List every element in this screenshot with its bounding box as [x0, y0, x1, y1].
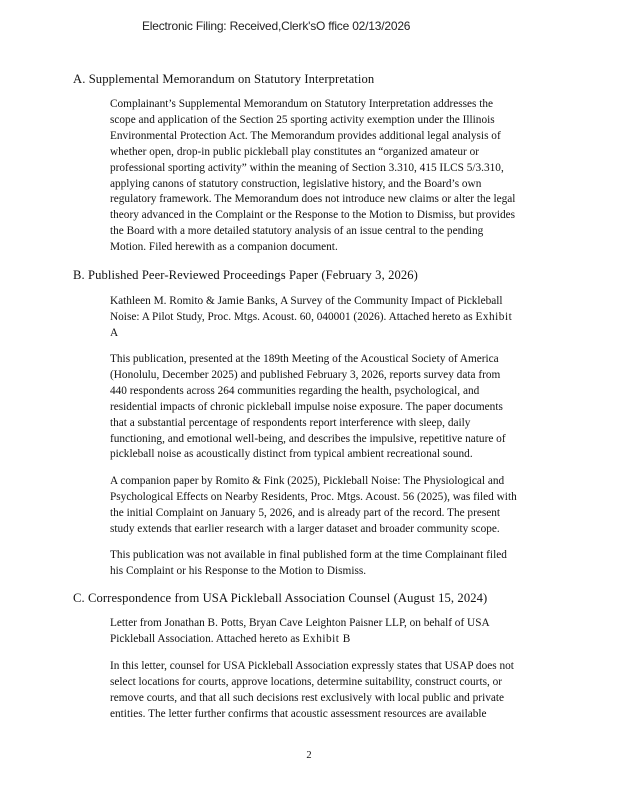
electronic-filing-stamp: Electronic Filing: Received,Clerk'sO ffice 02/13/2026: [142, 19, 411, 33]
text-line: In this letter, counsel for USA Pickleball Association expressly states that USAP does not: [110, 660, 514, 672]
text-line: functioning, and emotional well-being, and describes the impulsive, repetitive nature of: [110, 432, 506, 445]
section-b-description-paragraph: [110, 352, 552, 463]
text-line: Complainant’s Supplemental Memorandum on Statutory Interpretation addresses the: [110, 98, 494, 110]
text-line: This publication, presented at the 189th Meeting of the Acoustical Society of America: [110, 353, 499, 365]
text-line: whether open, drop-in public pickleball play constitutes an “organized amateur or: [110, 145, 480, 158]
text-line: select locations for courts, approve locations, determine suitability, construct courts, or: [110, 675, 503, 688]
text-line: Letter from Jonathan B. Potts, Bryan Cave Leighton Paisner LLP, on behalf of USA: [110, 617, 490, 629]
text-line: regulatory framework. The Memorandum does not introduce new claims or alter the legal: [110, 193, 516, 206]
section-a-paragraph: [110, 97, 552, 256]
text-line: that a substantial percentage of respondents report interference with sleep, daily: [110, 416, 471, 429]
section-b-heading: B. Published Peer-Reviewed Proceedings Paper (February 3, 2026): [73, 268, 418, 282]
text-line: Kathleen M. Romito & Jamie Banks, A Survey of the Community Impact of Pickleball: [110, 295, 503, 307]
section-b-citation: [110, 294, 552, 342]
text-line: This publication was not available in final published form at the time Complainant filed: [110, 549, 507, 561]
section-b-companion-paragraph: [110, 474, 552, 538]
text-line: A: [110, 326, 119, 339]
text-line: applying canons of statutory construction, legislative history, and the Board’s own: [110, 177, 482, 190]
text-line: [110, 310, 552, 326]
section-c-heading: C. Correspondence from USA Pickleball Association Counsel (August 15, 2024): [73, 591, 488, 605]
text-line: the Board with a more detailed statutory analysis of an issue central to the pending: [110, 225, 484, 238]
text-line: [110, 632, 552, 648]
section-c-letter-citation: [110, 616, 552, 648]
text-line: A companion paper by Romito & Fink (2025), Pickleball Noise: The Physiological and: [110, 475, 505, 487]
text-line: Motion. Filed herewith as a companion document.: [110, 241, 338, 254]
section-c-letter-paragraph: [110, 659, 552, 723]
text-line: scope and application of the Section 25 sporting activity exemption under the Illinois: [110, 113, 495, 126]
citation-text: Noise: A Pilot Study, Proc. Mtgs. Acoust. 60, 040001 (2026). Attached hereto as: [110, 310, 473, 323]
page-number: 2: [306, 750, 312, 761]
text-line: residential impacts of chronic pickleball impulse noise exposure. The paper documents: [110, 400, 503, 413]
text-line: study extends that earlier research with a larger dataset and broader community scope.: [110, 522, 500, 535]
text-line: Psychological Effects on Nearby Residents, Proc. Mtgs. Acoust. 56 (2025), was filed with: [110, 490, 517, 503]
text-line: pickleball noise as acoustically distinct from typical ambient recreational sound.: [110, 448, 473, 461]
citation-text: Pickleball Association. Attached hereto as: [110, 632, 300, 645]
text-line: Environmental Protection Act. The Memorandum provides additional legal analysis of: [110, 129, 501, 142]
section-a-heading: A. Supplemental Memorandum on Statutory Interpretation: [73, 72, 375, 86]
text-line: 440 respondents across 264 communities regarding the health, psychological, and: [110, 384, 480, 397]
section-b-availability-paragraph: [110, 548, 552, 580]
text-line: entities. The letter further confirms that acoustic assessment resources are available: [110, 707, 487, 720]
exhibit-label: Exhibit: [475, 310, 513, 323]
exhibit-label: Exhibit B: [302, 632, 351, 645]
text-line: (Honolulu, December 2025) and published February 3, 2026, reports survey data from: [110, 368, 501, 381]
text-line: his Complaint or his Response to the Motion to Dismiss.: [110, 564, 367, 577]
text-line: remove courts, and that all such decisions rest exclusively with local public and private: [110, 691, 505, 704]
text-line: the initial Complaint on January 5, 2026, and is already part of the record. The present: [110, 506, 501, 519]
text-line: professional sporting activity” within the meaning of Section 3.310, 415 ILCS 5/3.310,: [110, 161, 504, 174]
text-line: theory advanced in the Complaint or the Response to the Motion to Dismiss, but provides: [110, 209, 516, 222]
